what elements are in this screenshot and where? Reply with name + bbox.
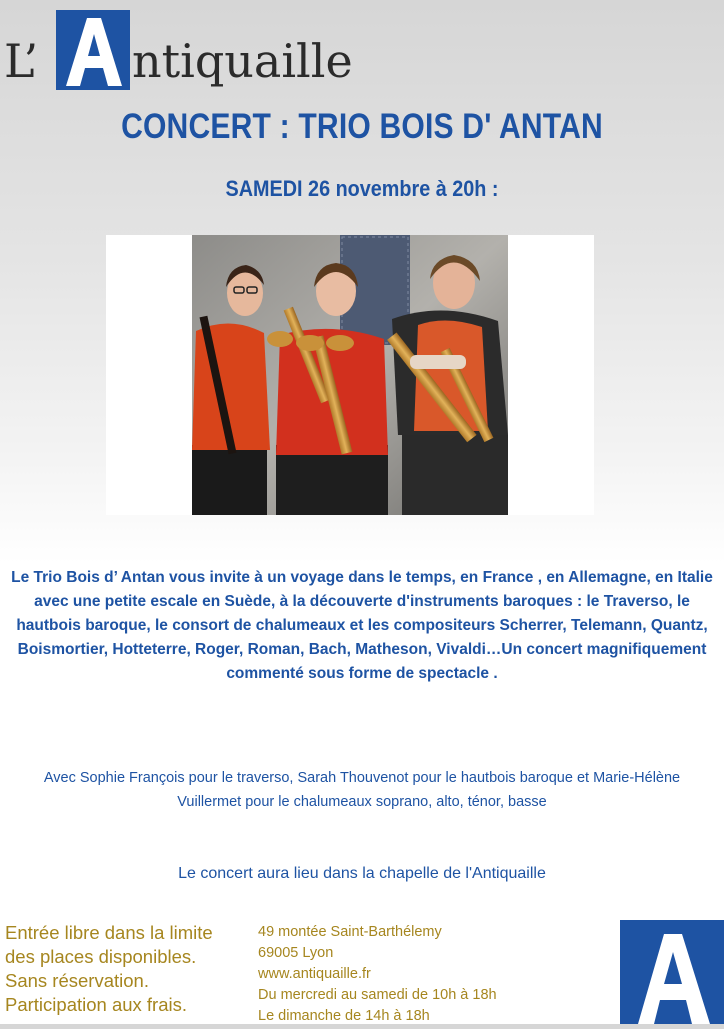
performers-text: Avec Sophie François pour le traverso, Sarah Thouvenot pour le hautbois baroque et Marie-Hélène Vuillermet pour le chalumeaux soprano, alto, ténor, basse <box>43 770 681 810</box>
trio-musicians-photo <box>192 235 508 515</box>
website-link[interactable]: www.antiquaille.fr <box>258 966 371 982</box>
concert-description: Le Trio Bois d’ Antan vous invite à un voyage dans le temps, en France , en Allemagne, en Italie avec une petite escale en Suède, à la découverte d'instruments baroques : le Traverso, le hautbois baroque, le consort de chalumeaux et les compositeurs Scherrer, Telemann, Quantz, Boismortier, Hotteterre, Roger, Roman, Bach, Matheson, Vivaldi…Un concert magnifiquement commenté sous forme de spectacle . <box>11 569 713 682</box>
entry-line: Participation aux frais. <box>5 994 188 1015</box>
logo-prefix: L’ <box>4 34 39 88</box>
photo-frame <box>106 235 594 515</box>
concert-date: SAMEDI 26 novembre à 20h : <box>225 176 499 201</box>
corner-a-logo-icon <box>620 920 724 1024</box>
address-street: 49 montée Saint-Barthélemy <box>258 924 442 940</box>
address-city: 69005 Lyon <box>258 945 334 961</box>
entry-line: Sans réservation. <box>5 970 149 991</box>
address-block <box>258 922 588 1027</box>
logo-a-icon <box>56 10 130 90</box>
entry-line: des places disponibles. <box>5 946 197 967</box>
venue-text: Le concert aura lieu dans la chapelle de l'Antiquaille <box>178 865 546 882</box>
logo-wordmark: ntiquaille <box>132 34 353 88</box>
opening-hours-weekdays: Du mercredi au samedi de 10h à 18h <box>258 987 497 1003</box>
entry-line: Entrée libre dans la limite <box>5 922 213 943</box>
concert-title: CONCERT : TRIO BOIS D' ANTAN <box>121 107 603 146</box>
opening-hours-sunday: Le dimanche de 14h à 18h <box>258 1008 430 1024</box>
entry-info <box>5 921 235 1017</box>
